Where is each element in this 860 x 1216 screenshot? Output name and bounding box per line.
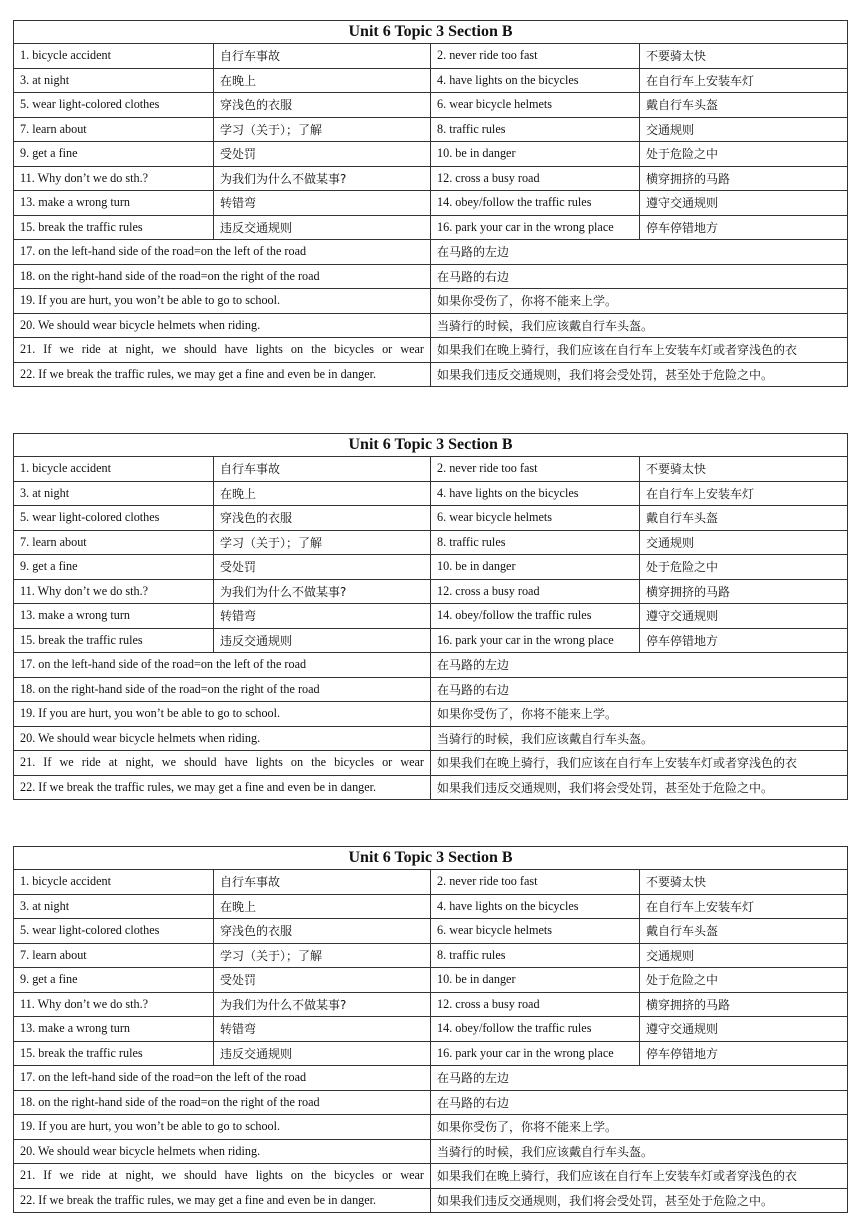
phrase-zh: 为我们为什么不做某事? xyxy=(214,992,431,1017)
phrase-en: 8. traffic rules xyxy=(431,117,640,142)
sentence-zh: 如果我们在晚上骑行，我们应该在自行车上安装车灯或者穿浅色的衣 xyxy=(431,1164,848,1189)
phrase-zh: 遵守交通规则 xyxy=(640,191,848,216)
phrase-zh: 交通规则 xyxy=(640,117,848,142)
phrase-en: 16. park your car in the wrong place xyxy=(431,1041,640,1066)
phrase-zh: 在自行车上安装车灯 xyxy=(640,68,848,93)
phrase-en: 15. break the traffic rules xyxy=(14,215,214,240)
phrase-en: 12. cross a busy road xyxy=(431,579,640,604)
phrase-en: 9. get a fine xyxy=(14,555,214,580)
phrase-zh: 横穿拥挤的马路 xyxy=(640,992,848,1017)
table-row xyxy=(14,604,848,629)
phrase-en: 14. obey/follow the traffic rules xyxy=(431,1017,640,1042)
sentence-zh: 在马路的右边 xyxy=(431,264,848,289)
phrase-en: 9. get a fine xyxy=(14,968,214,993)
phrase-zh: 不要骑太快 xyxy=(640,870,848,895)
phrase-zh: 停车停错地方 xyxy=(640,628,848,653)
phrase-zh: 转错弯 xyxy=(214,1017,431,1042)
phrase-zh: 在晚上 xyxy=(214,68,431,93)
sentence-en: 18. on the right-hand side of the road=on the right of the road xyxy=(14,1090,431,1115)
phrase-zh: 交通规则 xyxy=(640,530,848,555)
table-row xyxy=(14,215,848,240)
phrase-en: 10. be in danger xyxy=(431,142,640,167)
phrase-en: 7. learn about xyxy=(14,530,214,555)
table-row xyxy=(14,44,848,69)
phrase-zh: 在自行车上安装车灯 xyxy=(640,481,848,506)
sentence-en: 17. on the left-hand side of the road=on the left of the road xyxy=(14,240,431,265)
table-row xyxy=(14,1041,848,1066)
phrase-en: 10. be in danger xyxy=(431,555,640,580)
phrase-en: 9. get a fine xyxy=(14,142,214,167)
phrase-zh: 穿浅色的衣服 xyxy=(214,506,431,531)
sheet-title: Unit 6 Topic 3 Section B xyxy=(14,21,848,44)
sentence-zh: 当骑行的时候，我们应该戴自行车头盔。 xyxy=(431,726,848,751)
vocab-table xyxy=(13,433,848,800)
phrase-zh: 为我们为什么不做某事? xyxy=(214,579,431,604)
phrase-zh: 自行车事故 xyxy=(214,457,431,482)
phrase-en: 16. park your car in the wrong place xyxy=(431,628,640,653)
vocab-table xyxy=(13,20,848,387)
phrase-en: 1. bicycle accident xyxy=(14,870,214,895)
sentence-en: 21. If we ride at night, we should have lights on the bicycles or wear xyxy=(14,1164,431,1189)
phrase-zh: 处于危险之中 xyxy=(640,555,848,580)
table-row xyxy=(14,726,848,751)
sentence-en: 22. If we break the traffic rules, we may get a fine and even be in danger. xyxy=(14,1188,431,1213)
sentence-zh: 在马路的左边 xyxy=(431,240,848,265)
table-row xyxy=(14,68,848,93)
phrase-zh: 违反交通规则 xyxy=(214,628,431,653)
phrase-en: 7. learn about xyxy=(14,117,214,142)
phrase-zh: 穿浅色的衣服 xyxy=(214,93,431,118)
phrase-zh: 受处罚 xyxy=(214,555,431,580)
sentence-zh: 在马路的左边 xyxy=(431,653,848,678)
table-row xyxy=(14,1115,848,1140)
phrase-zh: 为我们为什么不做某事? xyxy=(214,166,431,191)
table-row xyxy=(14,506,848,531)
phrase-zh: 横穿拥挤的马路 xyxy=(640,579,848,604)
sentence-zh: 如果你受伤了，你将不能来上学。 xyxy=(431,289,848,314)
table-row xyxy=(14,117,848,142)
phrase-zh: 遵守交通规则 xyxy=(640,604,848,629)
phrase-zh: 不要骑太快 xyxy=(640,457,848,482)
phrase-zh: 受处罚 xyxy=(214,142,431,167)
phrase-zh: 转错弯 xyxy=(214,191,431,216)
phrase-zh: 在晚上 xyxy=(214,481,431,506)
table-row xyxy=(14,481,848,506)
phrase-zh: 遵守交通规则 xyxy=(640,1017,848,1042)
phrase-zh: 停车停错地方 xyxy=(640,1041,848,1066)
table-row xyxy=(14,1139,848,1164)
sentence-en: 22. If we break the traffic rules, we may get a fine and even be in danger. xyxy=(14,362,431,387)
phrase-en: 8. traffic rules xyxy=(431,530,640,555)
phrase-en: 3. at night xyxy=(14,68,214,93)
table-row xyxy=(14,894,848,919)
phrase-en: 13. make a wrong turn xyxy=(14,191,214,216)
table-row xyxy=(14,943,848,968)
phrase-zh: 在晚上 xyxy=(214,894,431,919)
sentence-en: 19. If you are hurt, you won’t be able to go to school. xyxy=(14,1115,431,1140)
phrase-en: 12. cross a busy road xyxy=(431,992,640,1017)
phrase-en: 16. park your car in the wrong place xyxy=(431,215,640,240)
vocab-sheet-3 xyxy=(13,846,847,1213)
table-row xyxy=(14,919,848,944)
table-row xyxy=(14,457,848,482)
table-row xyxy=(14,653,848,678)
phrase-en: 3. at night xyxy=(14,481,214,506)
sentence-en: 19. If you are hurt, you won’t be able to go to school. xyxy=(14,289,431,314)
phrase-zh: 戴自行车头盔 xyxy=(640,506,848,531)
phrase-zh: 处于危险之中 xyxy=(640,142,848,167)
phrase-en: 14. obey/follow the traffic rules xyxy=(431,191,640,216)
sheet-title: Unit 6 Topic 3 Section B xyxy=(14,847,848,870)
phrase-zh: 自行车事故 xyxy=(214,870,431,895)
phrase-zh: 学习（关于）；了解 xyxy=(214,530,431,555)
vocab-table xyxy=(13,846,848,1213)
table-row xyxy=(14,142,848,167)
sentence-zh: 如果我们在晚上骑行，我们应该在自行车上安装车灯或者穿浅色的衣 xyxy=(431,338,848,363)
table-row xyxy=(14,1164,848,1189)
phrase-en: 11. Why don’t we do sth.? xyxy=(14,992,214,1017)
table-row xyxy=(14,240,848,265)
sentence-en: 17. on the left-hand side of the road=on the left of the road xyxy=(14,653,431,678)
phrase-en: 6. wear bicycle helmets xyxy=(431,93,640,118)
sentence-en: 18. on the right-hand side of the road=on the right of the road xyxy=(14,677,431,702)
phrase-zh: 戴自行车头盔 xyxy=(640,93,848,118)
phrase-zh: 违反交通规则 xyxy=(214,215,431,240)
table-row xyxy=(14,338,848,363)
sentence-zh: 当骑行的时候，我们应该戴自行车头盔。 xyxy=(431,313,848,338)
phrase-en: 11. Why don’t we do sth.? xyxy=(14,166,214,191)
phrase-en: 5. wear light-colored clothes xyxy=(14,506,214,531)
phrase-zh: 受处罚 xyxy=(214,968,431,993)
phrase-en: 1. bicycle accident xyxy=(14,457,214,482)
phrase-en: 13. make a wrong turn xyxy=(14,1017,214,1042)
table-row xyxy=(14,555,848,580)
phrase-en: 2. never ride too fast xyxy=(431,870,640,895)
sentence-en: 22. If we break the traffic rules, we may get a fine and even be in danger. xyxy=(14,775,431,800)
phrase-en: 14. obey/follow the traffic rules xyxy=(431,604,640,629)
table-row xyxy=(14,1017,848,1042)
phrase-en: 11. Why don’t we do sth.? xyxy=(14,579,214,604)
sentence-en: 20. We should wear bicycle helmets when riding. xyxy=(14,1139,431,1164)
table-row xyxy=(14,1090,848,1115)
phrase-zh: 不要骑太快 xyxy=(640,44,848,69)
table-row xyxy=(14,264,848,289)
sentence-zh: 如果我们违反交通规则，我们将会受处罚，甚至处于危险之中。 xyxy=(431,362,848,387)
table-row xyxy=(14,775,848,800)
phrase-en: 13. make a wrong turn xyxy=(14,604,214,629)
phrase-en: 5. wear light-colored clothes xyxy=(14,919,214,944)
table-row xyxy=(14,313,848,338)
sentence-en: 20. We should wear bicycle helmets when riding. xyxy=(14,726,431,751)
table-row xyxy=(14,1188,848,1213)
table-row xyxy=(14,579,848,604)
phrase-en: 4. have lights on the bicycles xyxy=(431,68,640,93)
phrase-en: 5. wear light-colored clothes xyxy=(14,93,214,118)
phrase-zh: 戴自行车头盔 xyxy=(640,919,848,944)
table-row xyxy=(14,93,848,118)
sentence-zh: 当骑行的时候，我们应该戴自行车头盔。 xyxy=(431,1139,848,1164)
table-row xyxy=(14,702,848,727)
phrase-en: 4. have lights on the bicycles xyxy=(431,481,640,506)
table-row xyxy=(14,992,848,1017)
table-row xyxy=(14,677,848,702)
sentence-en: 17. on the left-hand side of the road=on the left of the road xyxy=(14,1066,431,1091)
phrase-en: 6. wear bicycle helmets xyxy=(431,919,640,944)
phrase-zh: 学习（关于）；了解 xyxy=(214,943,431,968)
phrase-en: 2. never ride too fast xyxy=(431,44,640,69)
phrase-zh: 违反交通规则 xyxy=(214,1041,431,1066)
phrase-zh: 自行车事故 xyxy=(214,44,431,69)
sentence-en: 19. If you are hurt, you won’t be able to go to school. xyxy=(14,702,431,727)
sentence-zh: 如果我们在晚上骑行，我们应该在自行车上安装车灯或者穿浅色的衣 xyxy=(431,751,848,776)
phrase-zh: 处于危险之中 xyxy=(640,968,848,993)
phrase-en: 10. be in danger xyxy=(431,968,640,993)
table-row xyxy=(14,968,848,993)
phrase-en: 1. bicycle accident xyxy=(14,44,214,69)
table-row xyxy=(14,870,848,895)
vocab-sheet-1 xyxy=(13,20,847,387)
phrase-en: 12. cross a busy road xyxy=(431,166,640,191)
table-row xyxy=(14,1066,848,1091)
sentence-zh: 如果我们违反交通规则，我们将会受处罚，甚至处于危险之中。 xyxy=(431,1188,848,1213)
phrase-en: 7. learn about xyxy=(14,943,214,968)
sentence-zh: 在马路的左边 xyxy=(431,1066,848,1091)
sentence-zh: 在马路的右边 xyxy=(431,1090,848,1115)
phrase-en: 15. break the traffic rules xyxy=(14,628,214,653)
vocab-sheet-2 xyxy=(13,433,847,800)
table-row xyxy=(14,166,848,191)
sentence-zh: 如果你受伤了，你将不能来上学。 xyxy=(431,702,848,727)
sentence-en: 21. If we ride at night, we should have lights on the bicycles or wear xyxy=(14,338,431,363)
phrase-zh: 横穿拥挤的马路 xyxy=(640,166,848,191)
sentence-en: 21. If we ride at night, we should have lights on the bicycles or wear xyxy=(14,751,431,776)
table-row xyxy=(14,289,848,314)
sentence-en: 20. We should wear bicycle helmets when riding. xyxy=(14,313,431,338)
table-row xyxy=(14,751,848,776)
table-row xyxy=(14,530,848,555)
sentence-en: 18. on the right-hand side of the road=on the right of the road xyxy=(14,264,431,289)
phrase-zh: 转错弯 xyxy=(214,604,431,629)
sentence-zh: 如果你受伤了，你将不能来上学。 xyxy=(431,1115,848,1140)
sheet-title: Unit 6 Topic 3 Section B xyxy=(14,434,848,457)
phrase-en: 6. wear bicycle helmets xyxy=(431,506,640,531)
phrase-zh: 交通规则 xyxy=(640,943,848,968)
phrase-zh: 在自行车上安装车灯 xyxy=(640,894,848,919)
phrase-en: 4. have lights on the bicycles xyxy=(431,894,640,919)
phrase-zh: 穿浅色的衣服 xyxy=(214,919,431,944)
phrase-en: 2. never ride too fast xyxy=(431,457,640,482)
phrase-en: 15. break the traffic rules xyxy=(14,1041,214,1066)
table-row xyxy=(14,628,848,653)
sentence-zh: 在马路的右边 xyxy=(431,677,848,702)
table-row xyxy=(14,191,848,216)
phrase-en: 3. at night xyxy=(14,894,214,919)
phrase-en: 8. traffic rules xyxy=(431,943,640,968)
table-row xyxy=(14,362,848,387)
sentence-zh: 如果我们违反交通规则，我们将会受处罚，甚至处于危险之中。 xyxy=(431,775,848,800)
phrase-zh: 学习（关于）；了解 xyxy=(214,117,431,142)
phrase-zh: 停车停错地方 xyxy=(640,215,848,240)
